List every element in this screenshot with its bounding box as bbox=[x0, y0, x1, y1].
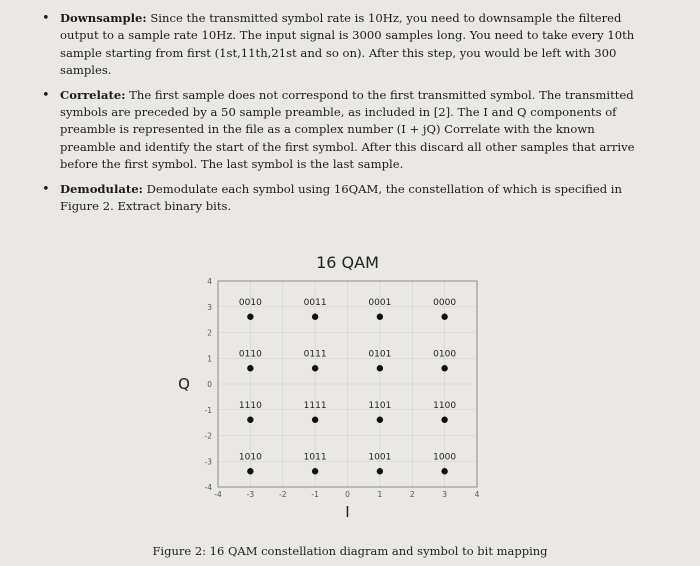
point-bit-label: 1001 bbox=[368, 452, 392, 463]
bullet-text: Since the transmitted symbol rate is 10Hz, you need to downsample the filtered output to a sample rate 10Hz. The input signal is 3000 samples long. You need to take every 10th sample starting from first (1st,11th,21st and so on). After this step, you would be left with 300 samples. bbox=[60, 11, 635, 78]
constellation-point bbox=[377, 314, 383, 320]
point-bit-label: 1000 bbox=[433, 452, 457, 463]
constellation-point bbox=[247, 468, 253, 474]
constellation-point bbox=[312, 365, 318, 371]
x-tick-label: 2 bbox=[409, 490, 415, 499]
point-bit-label: 1100 bbox=[433, 400, 457, 411]
point-bit-label: 0011 bbox=[303, 297, 327, 308]
constellation-point bbox=[441, 314, 447, 320]
y-tick-label: -1 bbox=[204, 405, 212, 415]
bullet-text: The first sample does not correspond to the first transmitted symbol. The transmitted symbols are preceded by a 50 sample preamble, as included in [2]. The I and Q components of preamble is represented in the file as a complex number (I + jQ) Correlate with the known preamble and identify the start of the first symbol. After this discard all other samples that arrive before the first symbol. The last symbol is the last sample. bbox=[60, 87, 635, 172]
y-tick-label: -3 bbox=[204, 457, 212, 467]
bullet-dot: • bbox=[42, 11, 50, 26]
bullet-label: Downsample: bbox=[60, 11, 147, 25]
point-bit-label: 0001 bbox=[368, 297, 392, 308]
constellation-point bbox=[247, 417, 253, 423]
constellation-point bbox=[441, 365, 447, 371]
constellation-point bbox=[377, 468, 383, 474]
constellation-point bbox=[312, 314, 318, 320]
y-tick-label: -4 bbox=[204, 483, 212, 492]
x-tick-label: -3 bbox=[246, 490, 255, 499]
point-bit-label: 0110 bbox=[238, 349, 262, 360]
x-axis-label: I bbox=[345, 503, 350, 521]
constellation-point bbox=[377, 365, 383, 371]
y-axis-label: Q bbox=[178, 375, 190, 393]
point-bit-label: 0100 bbox=[433, 349, 457, 360]
x-tick-label: -2 bbox=[279, 490, 287, 499]
x-tick-label: 1 bbox=[377, 490, 383, 499]
bullet-label: Demodulate: bbox=[60, 181, 143, 196]
constellation-point bbox=[247, 365, 253, 371]
point-bit-label: 1110 bbox=[238, 400, 262, 411]
constellation-point bbox=[312, 468, 318, 474]
point-bit-label: 0101 bbox=[368, 349, 392, 360]
y-tick-label: 1 bbox=[207, 354, 212, 364]
bullet-dot: • bbox=[42, 181, 50, 197]
constellation-point bbox=[441, 468, 447, 474]
point-bit-label: 0000 bbox=[433, 297, 457, 308]
x-tick-label: -4 bbox=[214, 490, 222, 499]
y-tick-label: -2 bbox=[204, 431, 212, 441]
constellation-point bbox=[377, 417, 383, 423]
constellation-point bbox=[441, 417, 447, 423]
point-bit-label: 1101 bbox=[368, 400, 392, 411]
point-bit-label: 1011 bbox=[303, 452, 327, 463]
constellation-point bbox=[312, 417, 318, 423]
point-bit-label: 0010 bbox=[238, 297, 262, 308]
point-bit-label: 1010 bbox=[238, 452, 262, 463]
bullet-dot: • bbox=[42, 87, 50, 103]
figure-caption: Figure 2: 16 QAM constellation diagram and symbol to bit mapping bbox=[152, 544, 548, 558]
y-tick-label: 4 bbox=[207, 277, 212, 286]
constellation-point bbox=[247, 314, 253, 320]
y-tick-label: 2 bbox=[207, 328, 212, 338]
x-tick-label: 3 bbox=[442, 490, 448, 499]
x-tick-label: 4 bbox=[474, 490, 480, 499]
x-tick-label: 0 bbox=[345, 490, 350, 499]
bullet-text: Demodulate each symbol using 16QAM, the constellation of which is specified in Figure 2. Extract binary bits. bbox=[60, 181, 622, 214]
point-bit-label: 1111 bbox=[303, 400, 327, 411]
chart-title: 16 QAM bbox=[316, 253, 379, 272]
y-tick-label: 3 bbox=[207, 302, 212, 312]
bullet-label: Correlate: bbox=[60, 87, 126, 102]
y-tick-label: 0 bbox=[207, 380, 212, 389]
tick-layer bbox=[205, 277, 480, 499]
point-bit-label: 0111 bbox=[303, 349, 327, 360]
x-tick-label: -1 bbox=[311, 490, 319, 499]
